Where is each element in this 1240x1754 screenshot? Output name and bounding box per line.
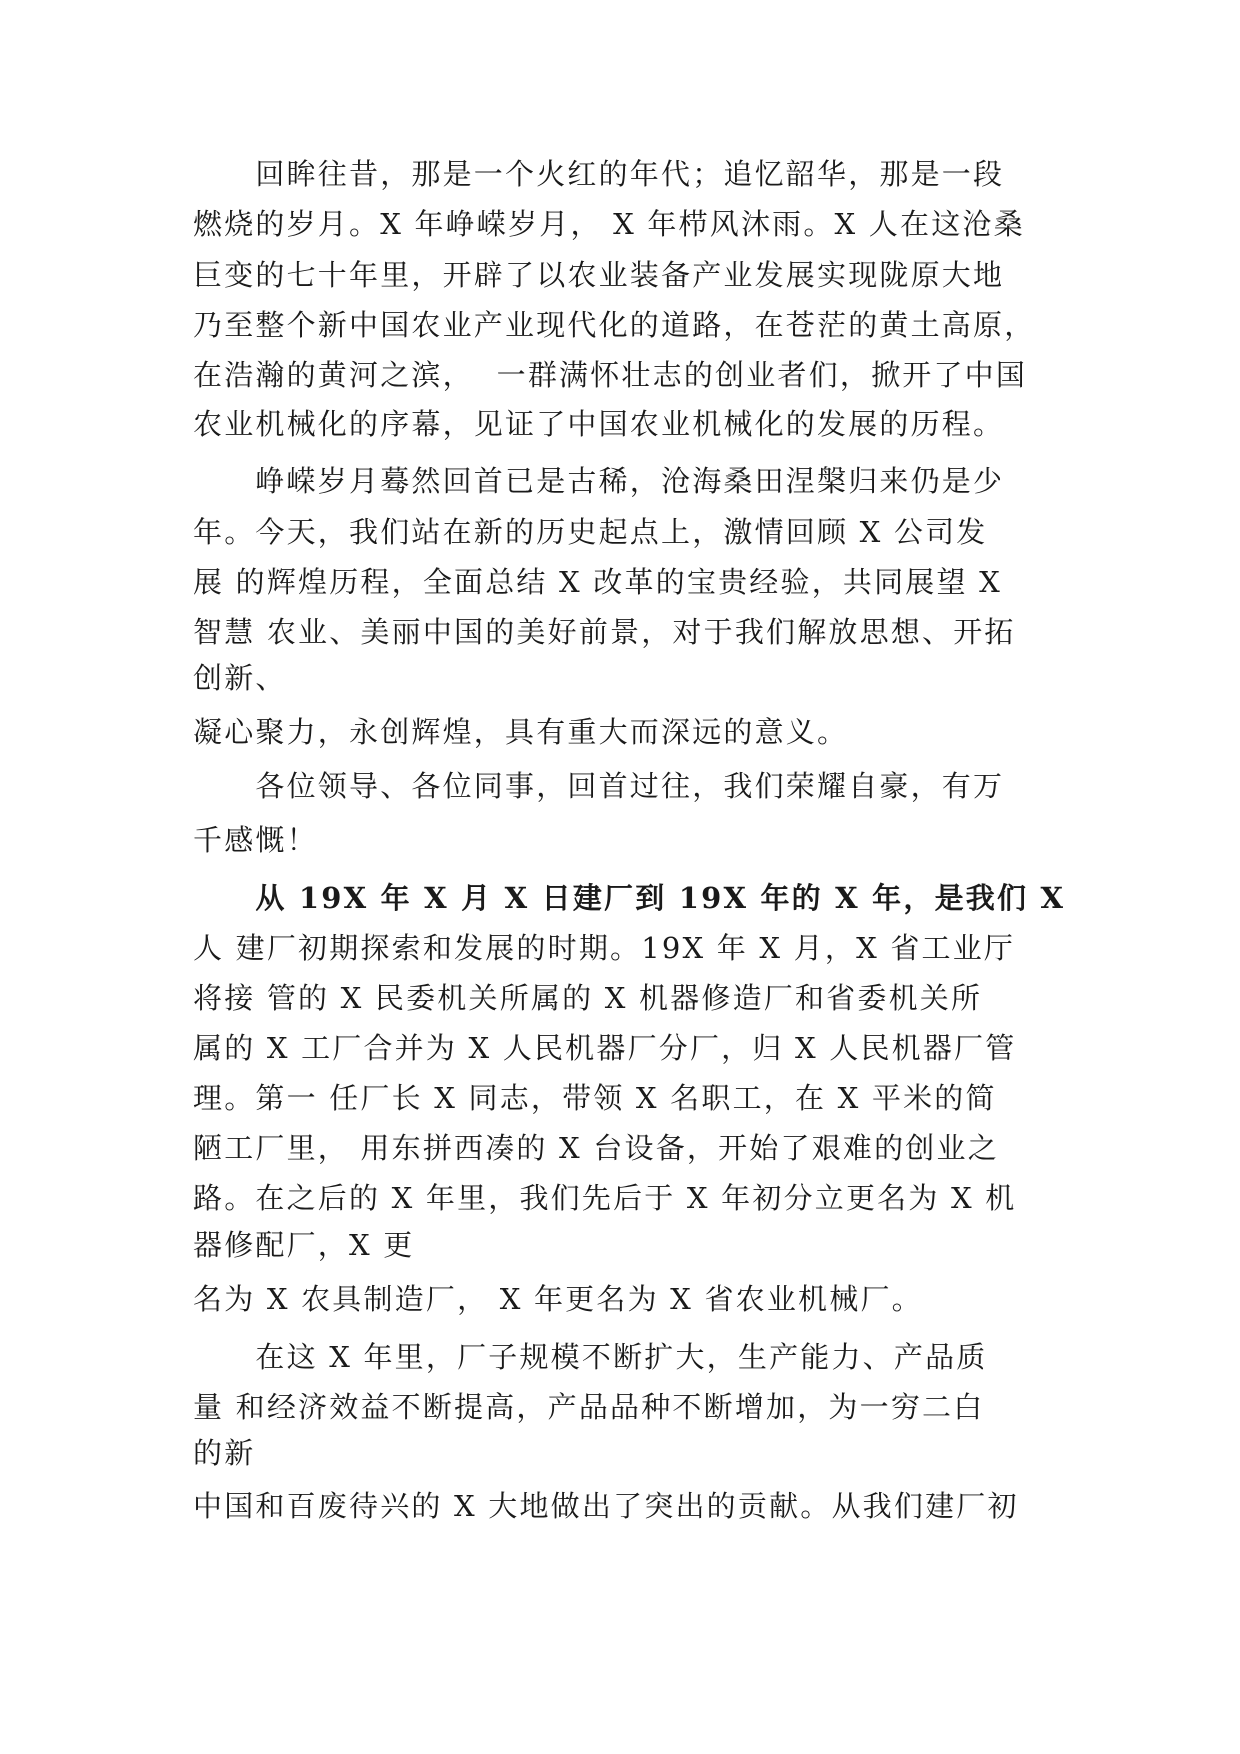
text-line: 在浩瀚的黄河之滨， 一群满怀壮志的创业者们，掀开了中国 [193,358,1028,392]
text-line: 理。第一 任厂长 X 同志，带领 X 名职工，在 X 平米的简 [193,1081,997,1115]
text-line: 属的 X 工厂合并为 X 人民机器厂分厂，归 X 人民机器厂管 [193,1031,1017,1065]
text-line: 陋工厂里， 用东拼西凑的 X 台设备，开始了艰难的创业之 [193,1131,999,1165]
text-line: 量 和经济效益不断提高，产品品种不断增加，为一穷二白 [193,1390,985,1424]
text-line: 各位领导、各位同事，回首过往，我们荣耀自豪，有万 [193,769,1005,803]
text-line: 千感慨！ [193,823,318,857]
text-line: 器修配厂，X 更 [193,1228,415,1262]
text-line: 巨变的七十年里，开辟了以农业装备产业发展实现陇原大地 [193,258,1005,292]
text-line: 农业机械化的序幕，见证了中国农业机械化的发展的历程。 [193,407,1005,441]
text-line: 凝心聚力，永创辉煌，具有重大而深远的意义。 [193,715,849,749]
text-line: 智慧 农业、美丽中国的美好前景，对于我们解放思想、开拓 [193,615,1016,649]
text-line: 回眸往昔，那是一个火红的年代；追忆韶华，那是一段 [193,157,1005,191]
text-line: 年。今天，我们站在新的历史起点上，激情回顾 X 公司发 [193,515,988,549]
text-line: 名为 X 农具制造厂， X 年更名为 X 省农业机械厂。 [193,1282,923,1316]
text-line: 乃至整个新中国农业产业现代化的道路，在苍茫的黄土高原， [193,308,1036,342]
text-line: 创新、 [193,661,287,695]
text-line: 的新 [193,1436,256,1470]
text-line: 路。在之后的 X 年里，我们先后于 X 年初分立更名为 X 机 [193,1181,1017,1215]
text-line: 中国和百废待兴的 X 大地做出了突出的贡献。从我们建厂初 [193,1489,1019,1523]
text-line: 人 建厂初期探索和发展的时期。19X 年 X 月，X 省工业厅 [193,931,1016,965]
text-line: 在这 X 年里，厂子规模不断扩大，生产能力、产品质 [193,1340,988,1374]
text-line: 峥嵘岁月蓦然回首已是古稀，沧海桑田涅槃归来仍是少 [193,464,1005,498]
text-line: 燃烧的岁月。X 年峥嵘岁月， X 年栉风沐雨。X 人在这沧桑 [193,207,1025,241]
text-line: 展 的辉煌历程，全面总结 X 改革的宝贵经验，共同展望 X [193,565,1002,599]
text-line: 将接 管的 X 民委机关所属的 X 机器修造厂和省委机关所 [193,981,983,1015]
text-line: 从 19X 年 X 月 X 日建厂到 19X 年的 X 年，是我们 X [193,881,1066,915]
